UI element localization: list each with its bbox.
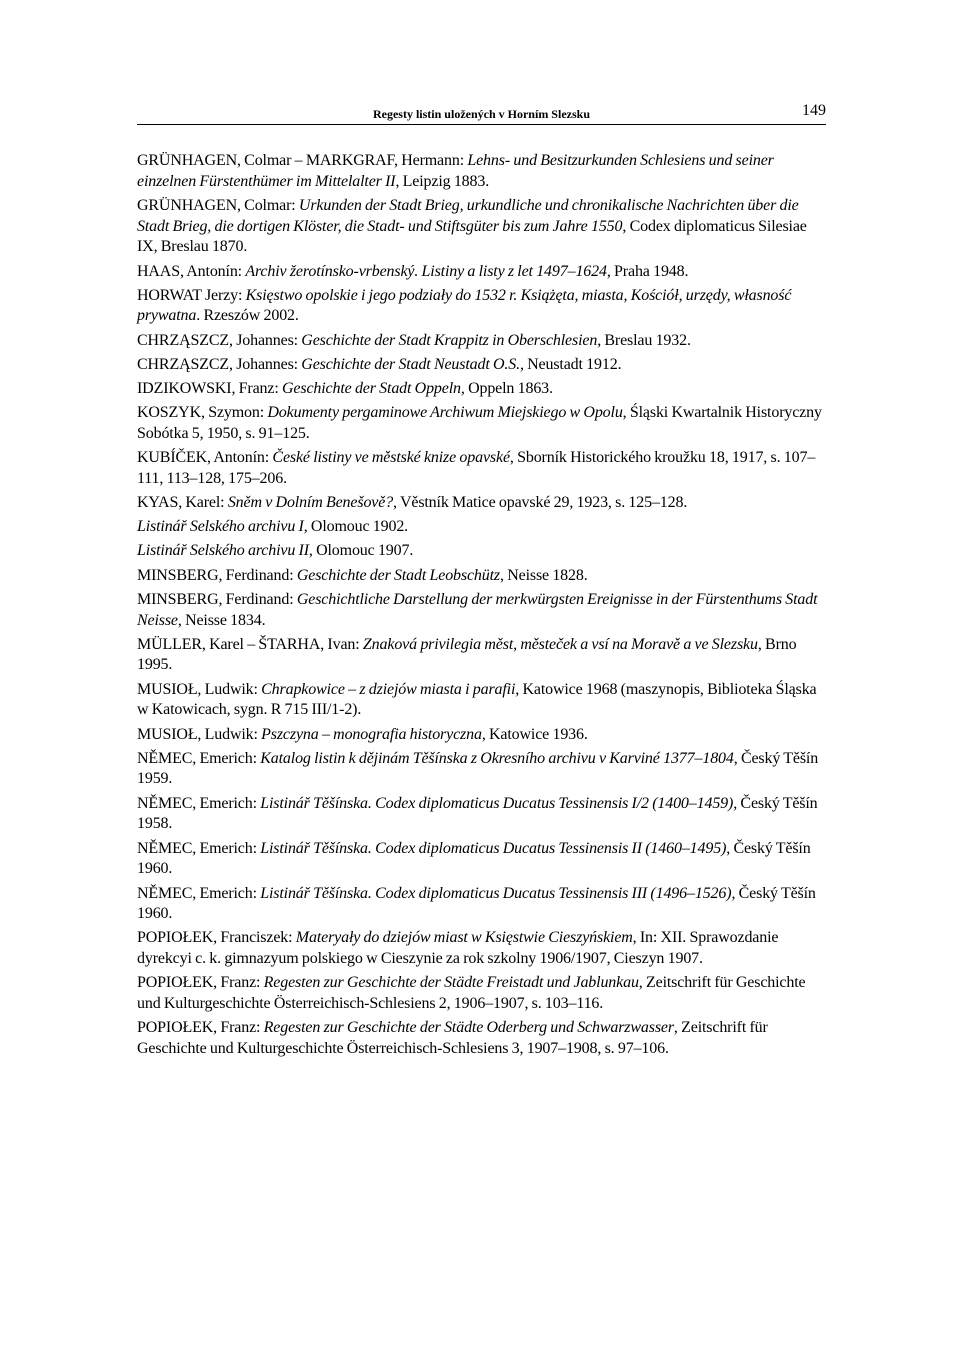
entry-details: , Věstník Matice opavské 29, 1923, s. 125–128. <box>393 494 688 512</box>
entry-title: Listinář Selského archivu I <box>137 518 304 536</box>
bibliography-entry <box>137 725 829 746</box>
bibliography-entry <box>137 379 829 400</box>
entry-details: , Olomouc 1902. <box>303 518 409 536</box>
bibliography-entry <box>137 196 829 258</box>
running-header <box>137 102 826 125</box>
bibliography-entry <box>137 448 829 489</box>
bibliography-entry <box>137 749 829 790</box>
entry-author: MÜLLER, Karel – ŠTARHA, Ivan: <box>137 635 363 653</box>
entry-details: , Neisse 1834. <box>177 611 266 629</box>
entry-author: IDZIKOWSKI, Franz: <box>137 380 283 398</box>
bibliography-entry <box>137 973 829 1014</box>
entry-details: , Katowice 1968 (maszynopis, Biblioteka Śląska w Katowicach, sygn. R 715 III/1-2). <box>137 680 817 719</box>
bibliography-entry <box>137 355 829 376</box>
entry-author: KOSZYK, Szymon: <box>137 404 268 422</box>
entry-author: MUSIOŁ, Ludwik: <box>137 680 262 698</box>
bibliography-entry <box>137 590 829 631</box>
entry-author: NĚMEC, Emerich: <box>137 839 261 857</box>
bibliography-entry <box>137 541 829 562</box>
entry-details: , Śląski Kwartalnik Historyczny Sobótka 5, 1950, s. 91–125. <box>137 404 822 442</box>
entry-author: CHRZĄSZCZ, Johannes: <box>137 355 302 373</box>
entry-author: NĚMEC, Emerich: <box>137 794 261 812</box>
entry-title: Urkunden der Stadt Brieg, urkundliche und chronikalische Nachrichten über die Stadt Brieg, die dortigen Klöster, die Stadt- und Stiftsgüter bis zum Jahre 1550 <box>137 196 799 235</box>
bibliography-entry <box>137 884 829 925</box>
page-number: 149 <box>802 102 826 119</box>
entry-details: , Zeitschrift für Geschichte und Kulturgeschichte Österreichisch-Schlesiens 2, 1906–1907, s. 103–116. <box>137 974 806 1013</box>
entry-author: HAAS, Antonín: <box>137 262 246 280</box>
bibliography-entry <box>137 635 829 676</box>
entry-author: KUBÍČEK, Antonín: <box>137 449 273 467</box>
header-title: Regesty listin uložených v Horním Slezsku <box>372 107 590 121</box>
entry-details: , Český Těšín 1960. <box>137 839 811 878</box>
bibliography-entry <box>137 331 829 352</box>
entry-title: Materyały do dziejów miast w Księstwie Cieszyńskiem <box>295 929 633 947</box>
entry-title: Księstwo opolskie i jego podziały do 1532 r. Książęta, miasta, Kościół, urzędy, własność prywatna <box>137 286 792 325</box>
bibliography-entry <box>137 680 829 721</box>
bibliography-entry <box>137 493 829 514</box>
entry-details: . Rzeszów 2002. <box>196 307 299 325</box>
entry-details: , Olomouc 1907. <box>308 542 414 560</box>
entry-author: NĚMEC, Emerich: <box>137 884 261 902</box>
entry-details: , Neustadt 1912. <box>519 355 622 373</box>
entry-details: , Český Těšín 1960. <box>137 884 816 923</box>
bibliography-entry <box>137 928 829 969</box>
entry-author: GRÜNHAGEN, Colmar – MARKGRAF, Hermann: <box>137 152 468 169</box>
entry-title: Geschichte der Stadt Krappitz in Oberschlesien <box>301 331 598 349</box>
bibliography-list <box>137 151 829 1063</box>
bibliography-entry <box>137 286 829 327</box>
bibliography-entry <box>137 403 829 444</box>
bibliography-entry <box>137 839 829 880</box>
entry-title: Listinář Selského archivu II <box>137 542 309 560</box>
entry-details: , Neisse 1828. <box>500 566 588 584</box>
entry-title: Geschichte der Stadt Leobschütz <box>296 566 501 584</box>
bibliography-entry <box>137 1018 829 1059</box>
entry-title: Chrapkowice – z dziejów miasta i parafii <box>261 680 516 698</box>
entry-title: Sněm v Dolním Benešově? <box>227 494 394 512</box>
entry-title: Archiv žerotínsko-vrbenský. Listiny a listy z let 1497–1624 <box>245 262 607 280</box>
entry-title: Regesten zur Geschichte der Städte Freistadt und Jablunkau <box>263 974 639 992</box>
entry-author: HORWAT Jerzy: <box>137 286 246 304</box>
entry-author: KYAS, Karel: <box>137 494 228 512</box>
entry-title: Listinář Těšínska. Codex diplomaticus Ducatus Tessinensis III (1496–1526) <box>260 884 732 902</box>
entry-details: , Leipzig 1883. <box>395 172 490 190</box>
entry-author: GRÜNHAGEN, Colmar: <box>137 196 299 214</box>
entry-title: Lehns- und Besitzurkunden Schlesiens und seiner einzelnen Fürstenthümer im Mittelalter II <box>137 152 774 190</box>
entry-title: Regesten zur Geschichte der Städte Oderberg und Schwarzwasser <box>263 1019 674 1037</box>
bibliography-entry <box>137 794 829 835</box>
entry-details: , Zeitschrift für Geschichte und Kulturgeschichte Österreichisch-Schlesiens 3, 1907–1908, s. 97–106. <box>137 1019 768 1057</box>
entry-details: , Praha 1948. <box>606 262 689 280</box>
entry-title: Geschichtliche Darstellung der merkwürgsten Ereignisse in der Fürstenthums Stadt Neisse <box>137 590 818 629</box>
entry-author: MUSIOŁ, Ludwik: <box>137 725 262 743</box>
entry-details: , Český Těšín 1959. <box>137 749 819 788</box>
bibliography-entry <box>137 517 829 538</box>
entry-title: Listinář Těšínska. Codex diplomaticus Ducatus Tessinensis II (1460–1495) <box>260 839 727 857</box>
entry-title: Geschichte der Stadt Oppeln <box>282 380 461 398</box>
entry-details: , Codex diplomaticus Silesiae IX, Breslau 1870. <box>137 217 807 256</box>
entry-author: POPIOŁEK, Franciszek: <box>137 929 296 947</box>
entry-author: NĚMEC, Emerich: <box>137 749 261 767</box>
entry-details: , Sborník Historického kroužku 18, 1917, s. 107–111, 113–128, 175–206. <box>137 449 816 487</box>
entry-author: MINSBERG, Ferdinand: <box>137 590 297 608</box>
entry-author: POPIOŁEK, Franz: <box>137 974 264 992</box>
entry-details: , Breslau 1932. <box>597 331 691 349</box>
entry-author: CHRZĄSZCZ, Johannes: <box>137 331 302 349</box>
entry-title: České listiny ve městské knize opavské <box>272 449 510 467</box>
entry-details: , Katowice 1936. <box>481 725 588 743</box>
entry-title: Znaková privilegia měst, městeček a vsí na Moravě a ve Slezsku <box>362 635 758 653</box>
bibliography-entry <box>137 566 829 587</box>
entry-title: Geschichte der Stadt Neustadt O.S. <box>301 355 520 373</box>
entry-title: Katalog listin k dějinám Těšínska z Okresního archivu v Karviné 1377–1804 <box>260 749 734 767</box>
entry-title: Pszczyna – monografia historyczna <box>261 725 482 743</box>
entry-author: POPIOŁEK, Franz: <box>137 1019 264 1037</box>
entry-details: , Oppeln 1863. <box>460 380 553 398</box>
bibliography-entry <box>137 151 829 192</box>
entry-title: Listinář Těšínska. Codex diplomaticus Ducatus Tessinensis I/2 (1400–1459) <box>260 794 734 812</box>
bibliography-entry <box>137 262 829 283</box>
entry-details: , Brno 1995. <box>137 635 797 674</box>
entry-details: , Český Těšín 1958. <box>137 794 818 833</box>
entry-title: Dokumenty pergaminowe Archiwum Miejskiego w Opolu <box>267 404 623 422</box>
entry-details: , In: XII. Sprawozdanie dyrekcyi c. k. gimnazyum polskiego w Cieszynie za rok szkolny 1906/1907, Cieszyn 1907. <box>137 929 779 968</box>
entry-author: MINSBERG, Ferdinand: <box>137 566 297 584</box>
